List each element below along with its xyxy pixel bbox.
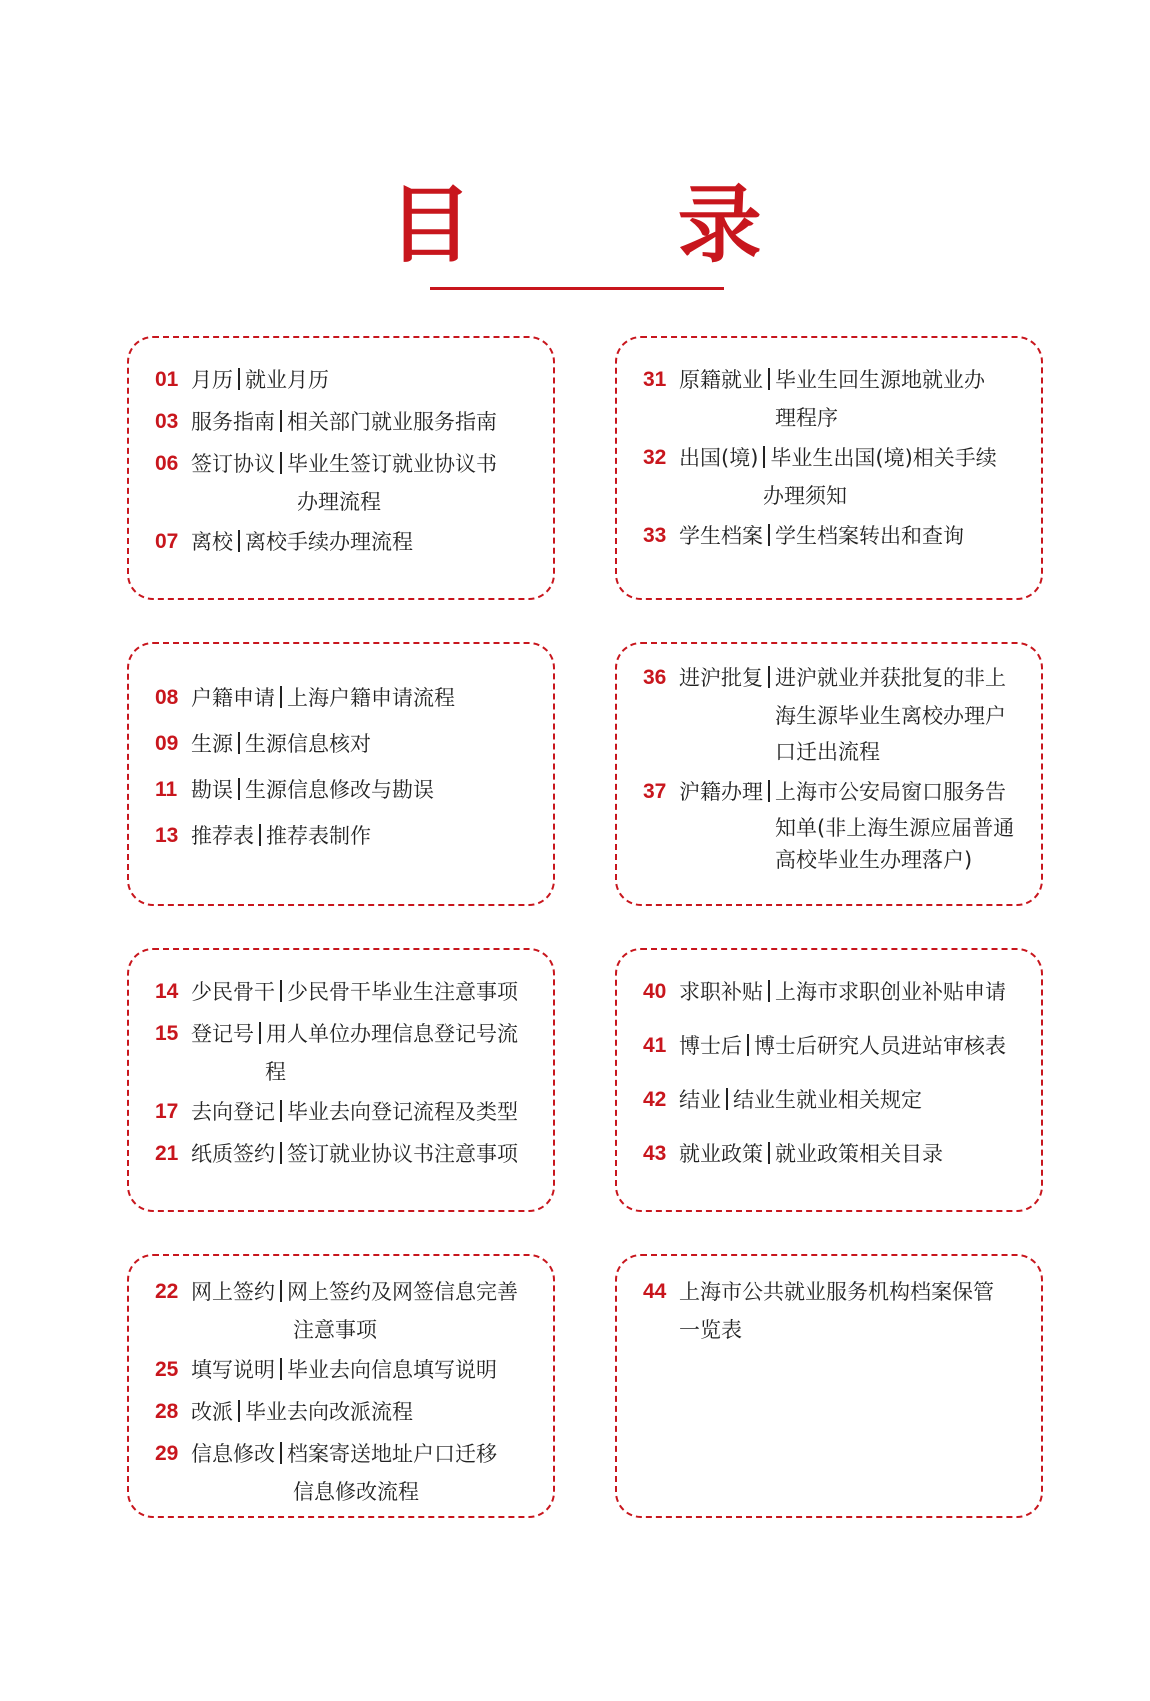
entry-description: 签订就业协议书注意事项 [287,1142,518,1166]
entry-category: 博士后 [679,1034,742,1058]
entry-description: 就业月历 [245,368,329,392]
page-number: 21 [155,1142,179,1165]
page-number: 41 [643,1034,667,1057]
separator [238,778,240,800]
page-number: 40 [643,980,667,1003]
entry-category: 出国(境) [679,446,759,470]
toc-entry[interactable] [155,444,539,520]
entry-description: 生源信息修改与勘误 [245,778,434,802]
toc-entry[interactable] [155,402,539,442]
page-number: 08 [155,686,179,709]
entry-category: 少民骨干 [191,980,275,1004]
entry-category: 去向登记 [191,1100,275,1124]
separator [238,368,240,390]
toc-entry[interactable] [155,1392,539,1432]
entry-description-continued: 信息修改流程 [293,1480,419,1504]
entry-category: 求职补贴 [679,980,763,1004]
page-number: 32 [643,446,667,469]
entry-description-continued: 海生源毕业生离校办理户 [775,704,1006,728]
separator [768,666,770,688]
page-number: 14 [155,980,179,1003]
page-number: 09 [155,732,179,755]
entry-description-continued: 程 [265,1060,286,1084]
page-number: 33 [643,524,667,547]
page-title: 目 录 [388,176,850,274]
toc-box [127,1254,555,1518]
page-number: 29 [155,1442,179,1465]
separator [280,686,282,708]
entry-category: 信息修改 [191,1442,275,1466]
entry-description: 上海户籍申请流程 [287,686,455,710]
entry-description: 少民骨干毕业生注意事项 [287,980,518,1004]
separator [280,1100,282,1122]
entry-description: 进沪就业并获批复的非上 [775,666,1006,690]
toc-box [615,336,1043,600]
entry-category: 户籍申请 [191,686,275,710]
entry-category: 进沪批复 [679,666,763,690]
entry-description: 档案寄送地址户口迁移 [287,1442,497,1466]
separator [259,824,261,846]
separator [238,530,240,552]
separator [280,1442,282,1464]
entry-category: 原籍就业 [679,368,763,392]
entry-description-continued: 办理流程 [297,490,381,514]
separator [238,1400,240,1422]
separator [768,368,770,390]
entry-category: 生源 [191,732,233,756]
entry-description: 相关部门就业服务指南 [287,410,497,434]
page-number: 17 [155,1100,179,1123]
page-number: 01 [155,368,179,391]
entry-description-continued: 注意事项 [293,1318,377,1342]
toc-box [615,642,1043,906]
toc-entry[interactable] [155,770,539,810]
toc-entry[interactable] [155,1014,539,1090]
entry-description: 毕业生签订就业协议书 [287,452,497,476]
separator [747,1034,749,1056]
separator [768,1142,770,1164]
entry-category: 改派 [191,1400,233,1424]
entry-category: 勘误 [191,778,233,802]
page-number: 06 [155,452,179,475]
toc-entry[interactable] [155,360,539,400]
separator [280,980,282,1002]
page-number: 37 [643,780,667,803]
entry-category: 上海市公共就业服务机构档案保管 [679,1280,994,1304]
separator [726,1088,728,1110]
separator [768,980,770,1002]
entry-description: 网上签约及网签信息完善 [287,1280,518,1304]
page-number: 36 [643,666,667,689]
entry-description: 就业政策相关目录 [775,1142,943,1166]
toc-box [615,948,1043,1212]
entry-description: 毕业生回生源地就业办 [775,368,985,392]
toc-entry[interactable] [155,1134,539,1174]
entry-category: 结业 [679,1088,721,1112]
entry-description-continued: 高校毕业生办理落户) [775,848,973,872]
toc-entry[interactable] [643,1272,1027,1348]
toc-box [615,1254,1043,1518]
entry-description: 生源信息核对 [245,732,371,756]
entry-category: 离校 [191,530,233,554]
separator [238,732,240,754]
page-number: 11 [155,778,178,801]
toc-entry[interactable] [155,522,539,562]
page-number: 03 [155,410,179,433]
toc-entry[interactable] [643,972,1027,1012]
toc-box [127,642,555,906]
page-number: 15 [155,1022,179,1045]
entry-description: 毕业去向登记流程及类型 [287,1100,518,1124]
entry-description: 上海市公安局窗口服务告 [775,780,1006,804]
entry-description: 结业生就业相关规定 [733,1088,922,1112]
toc-entry[interactable] [643,1134,1027,1174]
separator [280,1358,282,1380]
entry-description-continued: 办理须知 [763,484,847,508]
entry-category: 就业政策 [679,1142,763,1166]
entry-category: 沪籍办理 [679,780,763,804]
toc-entry[interactable] [643,772,1027,876]
entry-description: 离校手续办理流程 [245,530,413,554]
entry-category: 填写说明 [191,1358,275,1382]
page-number: 25 [155,1358,179,1381]
page-number: 43 [643,1142,667,1165]
entry-category: 网上签约 [191,1280,275,1304]
separator [280,410,282,432]
toc-entry[interactable] [155,1350,539,1390]
page-number: 31 [643,368,667,391]
toc-entry[interactable] [643,516,1027,556]
entry-category: 签订协议 [191,452,275,476]
separator [763,446,765,468]
toc-entry[interactable] [155,972,539,1012]
entry-category: 学生档案 [679,524,763,548]
entry-description: 毕业去向信息填写说明 [287,1358,497,1382]
toc-entry[interactable] [155,816,539,856]
separator [280,1280,282,1302]
toc-entry[interactable] [643,1026,1027,1066]
page-number: 44 [643,1280,667,1303]
entry-description: 推荐表制作 [266,824,371,848]
entry-category: 纸质签约 [191,1142,275,1166]
entry-category: 服务指南 [191,410,275,434]
toc-entry[interactable] [643,438,1027,514]
entry-category: 推荐表 [191,824,254,848]
separator [768,524,770,546]
toc-box [127,948,555,1212]
entry-description: 毕业生出国(境)相关手续 [770,446,997,470]
toc-entry[interactable] [155,1272,539,1348]
entry-category: 月历 [191,368,233,392]
entry-description: 毕业去向改派流程 [245,1400,413,1424]
toc-entry[interactable] [155,1434,539,1510]
title-underline [430,287,724,290]
toc-entry[interactable] [643,1080,1027,1120]
entry-description: 博士后研究人员进站审核表 [754,1034,1006,1058]
entry-description: 上海市求职创业补贴申请 [775,980,1006,1004]
entry-category: 登记号 [191,1022,254,1046]
entry-description-continued: 口迁出流程 [775,740,880,764]
entry-description-continued: 理程序 [775,406,838,430]
separator [259,1022,261,1044]
page-number: 42 [643,1088,667,1111]
entry-description-continued: 一览表 [679,1318,742,1342]
toc-entry[interactable] [155,724,539,764]
separator [768,780,770,802]
entry-description: 学生档案转出和查询 [775,524,964,548]
page-number: 28 [155,1400,179,1423]
separator [280,1142,282,1164]
page-number: 22 [155,1280,179,1303]
toc-box [127,336,555,600]
page-number: 07 [155,530,179,553]
toc-entry[interactable] [643,658,1027,770]
separator [280,452,282,474]
toc-entry[interactable] [155,678,539,718]
toc-entry[interactable] [155,1092,539,1132]
toc-entry[interactable] [643,360,1027,436]
page-number: 13 [155,824,179,847]
entry-description-continued: 知单(非上海生源应届普通 [775,816,1015,840]
entry-description: 用人单位办理信息登记号流 [266,1022,518,1046]
